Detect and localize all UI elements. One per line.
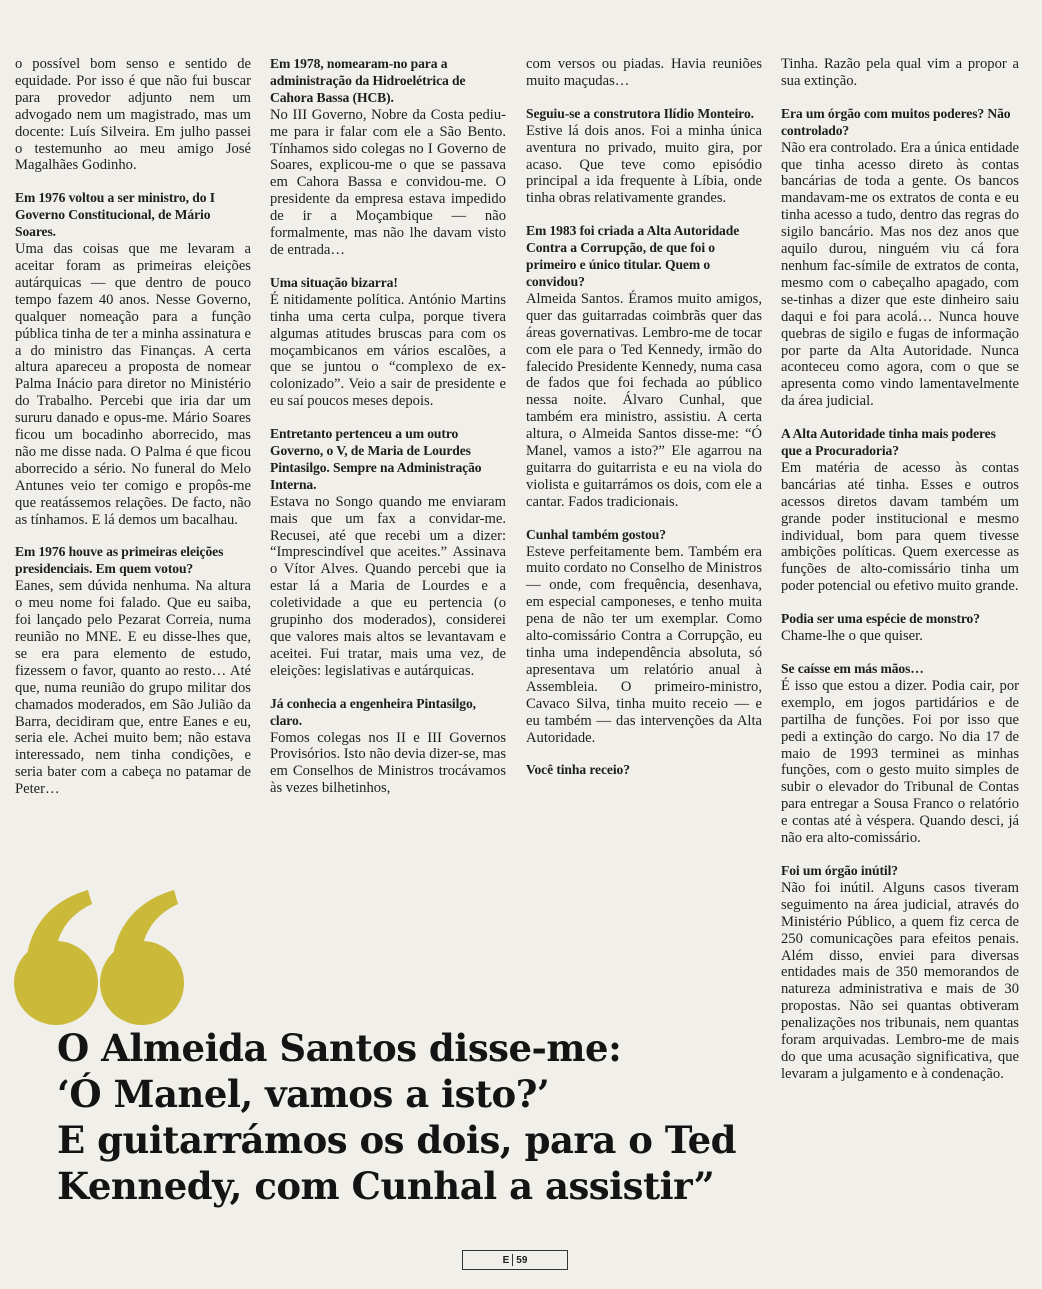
interview-question: Cunhal também gostou?	[526, 526, 666, 542]
pull-quote-line: E guitarrámos os dois, para o Ted	[57, 1118, 737, 1162]
interview-answer: o possível bom senso e sentido de equidade. Por isso é que não fui buscar para provedor adjunto nem um advogado nem um magistrado, mas um docente: Luís Silveira. Em julho passei o testemunho ao meu amigo José Magalhães Godinho.	[15, 56, 251, 174]
interview-answer: Tinha. Razão pela qual vim a propor a sua extinção.	[781, 56, 1019, 89]
article-block	[781, 863, 1019, 1083]
article-block	[270, 275, 506, 410]
article-block	[526, 106, 762, 207]
interview-question: Em 1976 houve as primeiras eleições presidenciais. Em quem votou?	[15, 544, 224, 577]
article-block	[270, 56, 506, 259]
page-folio	[462, 1250, 568, 1270]
article-block	[781, 56, 1019, 90]
interview-question: Entretanto pertenceu a um outro Governo, o V, de Maria de Lourdes Pintasilgo. Sempre na Administração Interna.	[270, 426, 482, 492]
article-block	[15, 190, 251, 528]
interview-answer: No III Governo, Nobre da Costa pediu-me para ir falar com ele a São Bento. Tínhamos sido colegas no I Governo de Soares, explicou-me o que se passava em Cahora Bassa e convidou-me. O presidente da empresa estava impedido de ir a Moçambique — não formalmente, mas não lhe davam visto de entrada…	[270, 106, 506, 258]
interview-question: Uma situação bizarra!	[270, 274, 398, 290]
interview-question: Podia ser uma espécie de monstro?	[781, 611, 980, 627]
interview-answer: Não foi inútil. Alguns casos tiveram seguimento na área judicial, através do Ministério Público, a quem fiz cerca de 250 comunicações para efeitos penais. Além disso, enviei para diversas entidades mais de 350 memorandos de natureza administrativa e mais de 30 propostas. Não sei quantas obtiveram penalizações nos tribunais, nem quantas foram arquivadas. Lembro-me de mais do que uma acusação significativa, que levaram a julgamento e à condenação.	[781, 879, 1019, 1082]
article-block	[526, 56, 762, 90]
interview-answer: É isso que estou a dizer. Podia cair, por exemplo, em jogos partidários e de partilha de funções. Foi por isso que pedi a extinção do cargo. No dia 17 de maio de 1993 terminei as minhas funções, com o gesto muito simples de subir o elevador do Tribunal de Contas para entregar a Sousa Franco o relatório e contas até à véspera. Quando desci, já não era alto-comissário.	[781, 677, 1019, 847]
interview-answer: É nitidamente política. António Martins tinha uma certa culpa, porque tivera algumas atitudes bruscas para com os moçambicanos em vários escalões, a que se juntou o “complexo de ex-colonizado”. Veio a sair de presidente e eu saí poucos meses depois.	[270, 291, 506, 410]
pull-quote-line: Kennedy, com Cunhal a assistir”	[57, 1164, 715, 1208]
article-block	[781, 106, 1019, 410]
article-block	[15, 544, 251, 798]
article-block	[781, 611, 1019, 645]
interview-question: Já conhecia a engenheira Pintasilgo, claro.	[270, 695, 476, 728]
interview-question: Era um órgão com muitos poderes? Não controlado?	[781, 105, 1011, 138]
interview-question: Se caísse em más mãos…	[781, 661, 924, 676]
article-block	[526, 762, 762, 779]
interview-question: Você tinha receio?	[526, 762, 630, 778]
pull-quote-line: ‘Ó Manel, vamos a isto?’	[57, 1072, 550, 1116]
article-block	[526, 527, 762, 747]
article-column-4	[781, 56, 1019, 1099]
interview-answer: Eanes, sem dúvida nenhuma. Na altura o meu nome foi falado. Que eu saiba, foi lançado pelo Pezarat Correia, numa reunião no MNE. E eu disse-lhes que, se era para elemento de estudo, fizessem o favor, quanto ao resto… Até que, numa reunião do grupo militar dos chamados moderados, em São Julião da Barra, decidiram que, entre Eanes e eu, seria ele. Achei muito bem; não estava interessado, nem tinha condições, e seria bater com a cabeça no patamar de Peter…	[15, 578, 251, 798]
interview-answer: com versos ou piadas. Havia reuniões muito maçudas…	[526, 56, 762, 89]
folio-section: E	[502, 1254, 510, 1266]
quote-mark-icon	[12, 880, 192, 1030]
article-block	[781, 426, 1019, 595]
interview-answer: Em matéria de acesso às contas bancárias até tinha. Esses e outros acessos diretos davam também um grande poder institucional e mesmo individual, bom para quem tivesse ambições políticas. Quem exercesse as funções de alto-comissário tinha um poder potencial ou efetivo muito grande.	[781, 459, 1019, 595]
interview-question: A Alta Autoridade tinha mais poderes que a Procuradoria?	[781, 426, 996, 459]
pull-quote	[57, 1025, 757, 1209]
interview-answer: Estive lá dois anos. Foi a minha única aventura no privado, muito gira, por acaso. Que teve como episódio principal a ida frequente à Líbia, onde tinha obras relativamente grandes.	[526, 122, 762, 207]
interview-answer: Esteve perfeitamente bem. Também era muito cordato no Conselho de Ministros — onde, com frequência, desenhava, em especial camponeses, e tenho muita pena de não ter um exemplar. Como alto-comissário Contra a Corrupção, eu tinha uma independência absoluta, só apresentava um relatório anual à Assembleia. O primeiro-ministro, Cavaco Silva, tinha muito receio — e eu também — das intervenções da Alta Autoridade.	[526, 543, 762, 746]
article-block	[15, 56, 251, 174]
interview-question: Em 1976 voltou a ser ministro, do I Governo Constitucional, de Mário Soares.	[15, 190, 215, 240]
folio-divider	[512, 1254, 513, 1266]
interview-question: Em 1983 foi criada a Alta Autoridade Contra a Corrupção, de que foi o primeiro e único titular. Quem o convidou?	[526, 223, 740, 289]
article-block	[270, 426, 506, 680]
interview-question: Seguiu-se a construtora Ilídio Monteiro.	[526, 105, 754, 121]
article-block	[270, 696, 506, 797]
interview-answer: Estava no Songo quando me enviaram mais que um fax a convidar-me. Recusei, até que recebi um a dizer: “Imprescindível que aceites.” Assinava o Vítor Alves. Quando percebi que ia estar lá a Maria de Lourdes e a coletividade a que eu pertencia (o grupinho dos moderados), considerei que valores mais altos se levantavam e aceitei. Fui tratar, mais uma vez, de eleições: legislativas e autárquicas.	[270, 493, 506, 679]
interview-answer: Uma das coisas que me levaram a aceitar foram as primeiras eleições autárquicas — que dentro de pouco tempo fazem 40 anos. Nesse Governo, qualquer nomeação para a função pública tinha de ter a minha assinatura e a do ministro das Finanças. A certa altura apareceu a proposta de nomear Palma Inácio para diretor no Ministério do Trabalho. Percebi que iria dar um sururu danado e opus-me. Mário Soares ficou um bocadinho aborrecido, mas não me disse nada. O Palma é que ficou aborrecido a sério. No funeral do Melo Antunes veio ter comigo e propôs-me que reatássemos relações. De facto, não as tínhamos. E lá demos um bacalhau.	[15, 241, 251, 528]
folio-page-number: 59	[516, 1254, 528, 1266]
interview-answer: Chame-lhe o que quiser.	[781, 628, 923, 645]
interview-answer: Almeida Santos. Éramos muito amigos, quer das guitarradas coimbrãs quer das áreas governativas. Lembro-me de tocar com ele para o Ted Kennedy, irmão do falecido Presidente Kennedy, numa casa de fados que foi fechada ao público nessa noite. Álvaro Cunhal, que também era ministro, assistiu. A certa altura, o Almeida Santos disse-me: “Ó Manel, vamos a isto?” Ele agarrou na guitarra do guitarrista e eu na viola do violista e guitarrámos os dois, com ele a cantar. Fados tradicionais.	[526, 290, 762, 510]
interview-question: Em 1978, nomearam-no para a administração da Hidroelétrica de Cahora Bassa (HCB).	[270, 56, 466, 105]
interview-answer: Fomos colegas nos II e III Governos Provisórios. Isto não devia dizer-se, mas em Conselhos de Ministros trocávamos às vezes bilhetinhos,	[270, 729, 506, 797]
article-block	[526, 223, 762, 510]
article-column-1	[15, 56, 251, 814]
pull-quote-line: O Almeida Santos disse-me:	[57, 1026, 622, 1070]
article-column-3	[526, 56, 762, 795]
interview-answer: Não era controlado. Era a única entidade que tinha acesso direto às contas bancárias de toda a gente. Os bancos mandavam-me os extratos de conta e eu tinha acesso a tudo, dentro das regras do sigilo bancário. Mas nos dez anos que aquilo durou, ninguém viu cá fora nenhum fac-símile de extratos de conta, mesmo com o cabeçalho apagado, com se-tinhas a dizer que este dinheiro saiu daqui e foi para acolá… Nunca houve quebras de sigilo e fugas de informação por parte da Alta Autoridade. Nunca aconteceu como agora, com o que se apresenta como vindo lamentavelmente da área judicial.	[781, 139, 1019, 410]
article-block	[781, 661, 1019, 847]
interview-question: Foi um órgão inútil?	[781, 862, 898, 878]
article-column-2	[270, 56, 506, 813]
